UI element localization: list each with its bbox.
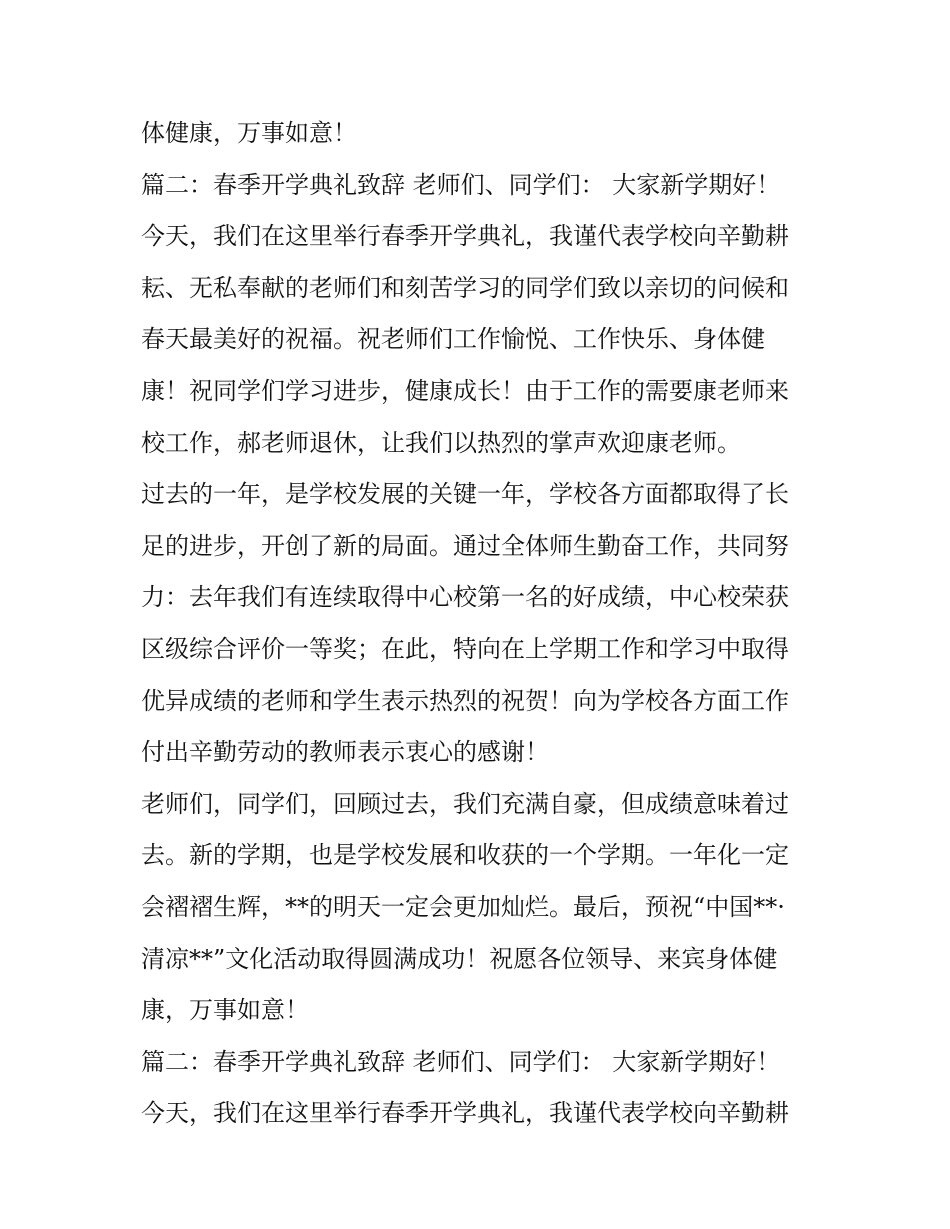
text-line: 老师们，同学们，回顾过去，我们充满自豪，但成绩意味着过 (141, 789, 789, 818)
text-line: 篇二：春季开学典礼致辞 老师们、同学们： 大家新学期好！ (141, 170, 781, 199)
text-line: 会褶褶生辉，**的明天一定会更加灿烂。最后，预祝“中国**· (141, 892, 785, 921)
text-line: 耘、无私奉献的老师们和刻苦学习的同学们致以亲切的问候和 (141, 273, 789, 302)
text-line: 篇二：春季开学典礼致辞 老师们、同学们： 大家新学期好！ (141, 1047, 781, 1076)
text-line: 区级综合评价一等奖；在此，特向在上学期工作和学习中取得 (141, 634, 789, 663)
text-line: 康！祝同学们学习进步，健康成长！由于工作的需要康老师来 (141, 376, 789, 405)
text-line: 清凉**”文化活动取得圆满成功！祝愿各位领导、来宾身体健 (141, 944, 778, 973)
text-line: 康，万事如意！ (141, 996, 309, 1025)
text-line: 足的进步，开创了新的局面。通过全体师生勤奋工作，共同努 (141, 531, 789, 560)
text-line: 春天最美好的祝福。祝老师们工作愉悦、工作快乐、身体健 (141, 325, 765, 354)
text-line: 体健康，万事如意！ (141, 119, 357, 147)
text-line: 今天，我们在这里举行春季开学典礼，我谨代表学校向辛勤耕 (141, 222, 789, 251)
text-line: 付出辛勤劳动的教师表示衷心的感谢！ (141, 738, 549, 767)
text-line: 去。新的学期，也是学校发展和收获的一个学期。一年化一定 (141, 841, 789, 870)
text-line: 过去的一年，是学校发展的关键一年，学校各方面都取得了长 (141, 480, 789, 509)
text-line: 校工作，郝老师退休，让我们以热烈的掌声欢迎康老师。 (141, 428, 741, 457)
text-line: 力：去年我们有连续取得中心校第一名的好成绩，中心校荣获 (141, 583, 789, 612)
document-body-text (141, 108, 821, 1140)
text-line: 优异成绩的老师和学生表示热烈的祝贺！向为学校各方面工作 (141, 686, 789, 715)
text-line: 今天，我们在这里举行春季开学典礼，我谨代表学校向辛勤耕 (141, 1099, 789, 1128)
